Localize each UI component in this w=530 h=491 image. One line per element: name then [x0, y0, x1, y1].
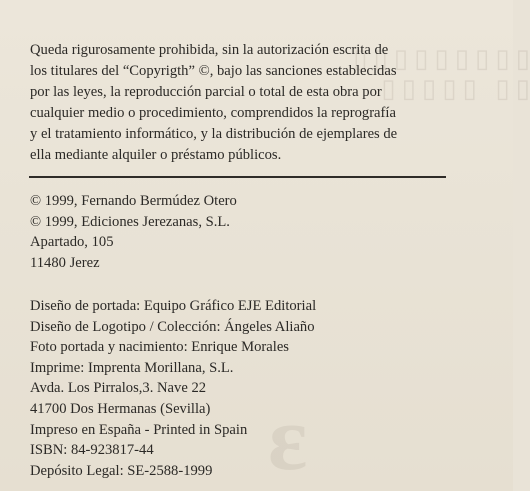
credit-line: Avda. Los Pirralos,3. Nave 22: [30, 380, 207, 397]
credit-line: 41700 Dos Hermanas (Sevilla): [30, 400, 211, 417]
credit-line: Impreso en España - Printed in Spain: [30, 421, 248, 438]
credit-line: ISBN: 84-923817-44: [30, 442, 154, 459]
rights-line: © 1999, Ediciones Jerezanas, S.L.: [30, 213, 230, 230]
rights-line: 11480 Jerez: [30, 254, 100, 271]
credit-line: Diseño de portada: Equipo Gráfico EJE Editorial: [30, 298, 317, 314]
bleed-through-logo-icon: ε: [268, 387, 308, 489]
credit-line: Foto portada y nacimiento: Enrique Morales: [30, 339, 289, 356]
notice-line: ella mediante alquiler o préstamo públicos.: [30, 147, 282, 164]
rights-line: Apartado, 105: [30, 234, 114, 251]
notice-line: cualquier medio o procedimiento, comprendidos la reprografía: [30, 105, 396, 122]
copyright-notice: [30, 40, 460, 167]
credit-line: Depósito Legal: SE-2588-1999: [30, 462, 213, 479]
rights-holders: [30, 191, 237, 273]
bleed-through-text: ▯▯▯▯▯▯▯▯▯ ▯▯ ▯▯▯▯▯: [347, 44, 530, 103]
credit-line: Diseño de Logotipo / Colección: Ángeles Aliaño: [30, 318, 315, 335]
rights-line: © 1999, Fernando Bermúdez Otero: [30, 193, 237, 209]
production-credits: [30, 296, 316, 481]
section-divider: [29, 176, 446, 178]
credit-line: Imprime: Imprenta Morillana, S.L.: [30, 359, 234, 376]
notice-line: Queda rigurosamente prohibida, sin la autorización escrita de: [30, 42, 389, 58]
notice-line: los titulares del “Copyrigth” ©, bajo las sanciones establecidas: [30, 63, 397, 80]
notice-line: y el tratamiento informático, y la distribución de ejemplares de: [30, 126, 398, 143]
notice-line: por las leyes, la reproducción parcial o total de esta obra por: [30, 84, 382, 101]
